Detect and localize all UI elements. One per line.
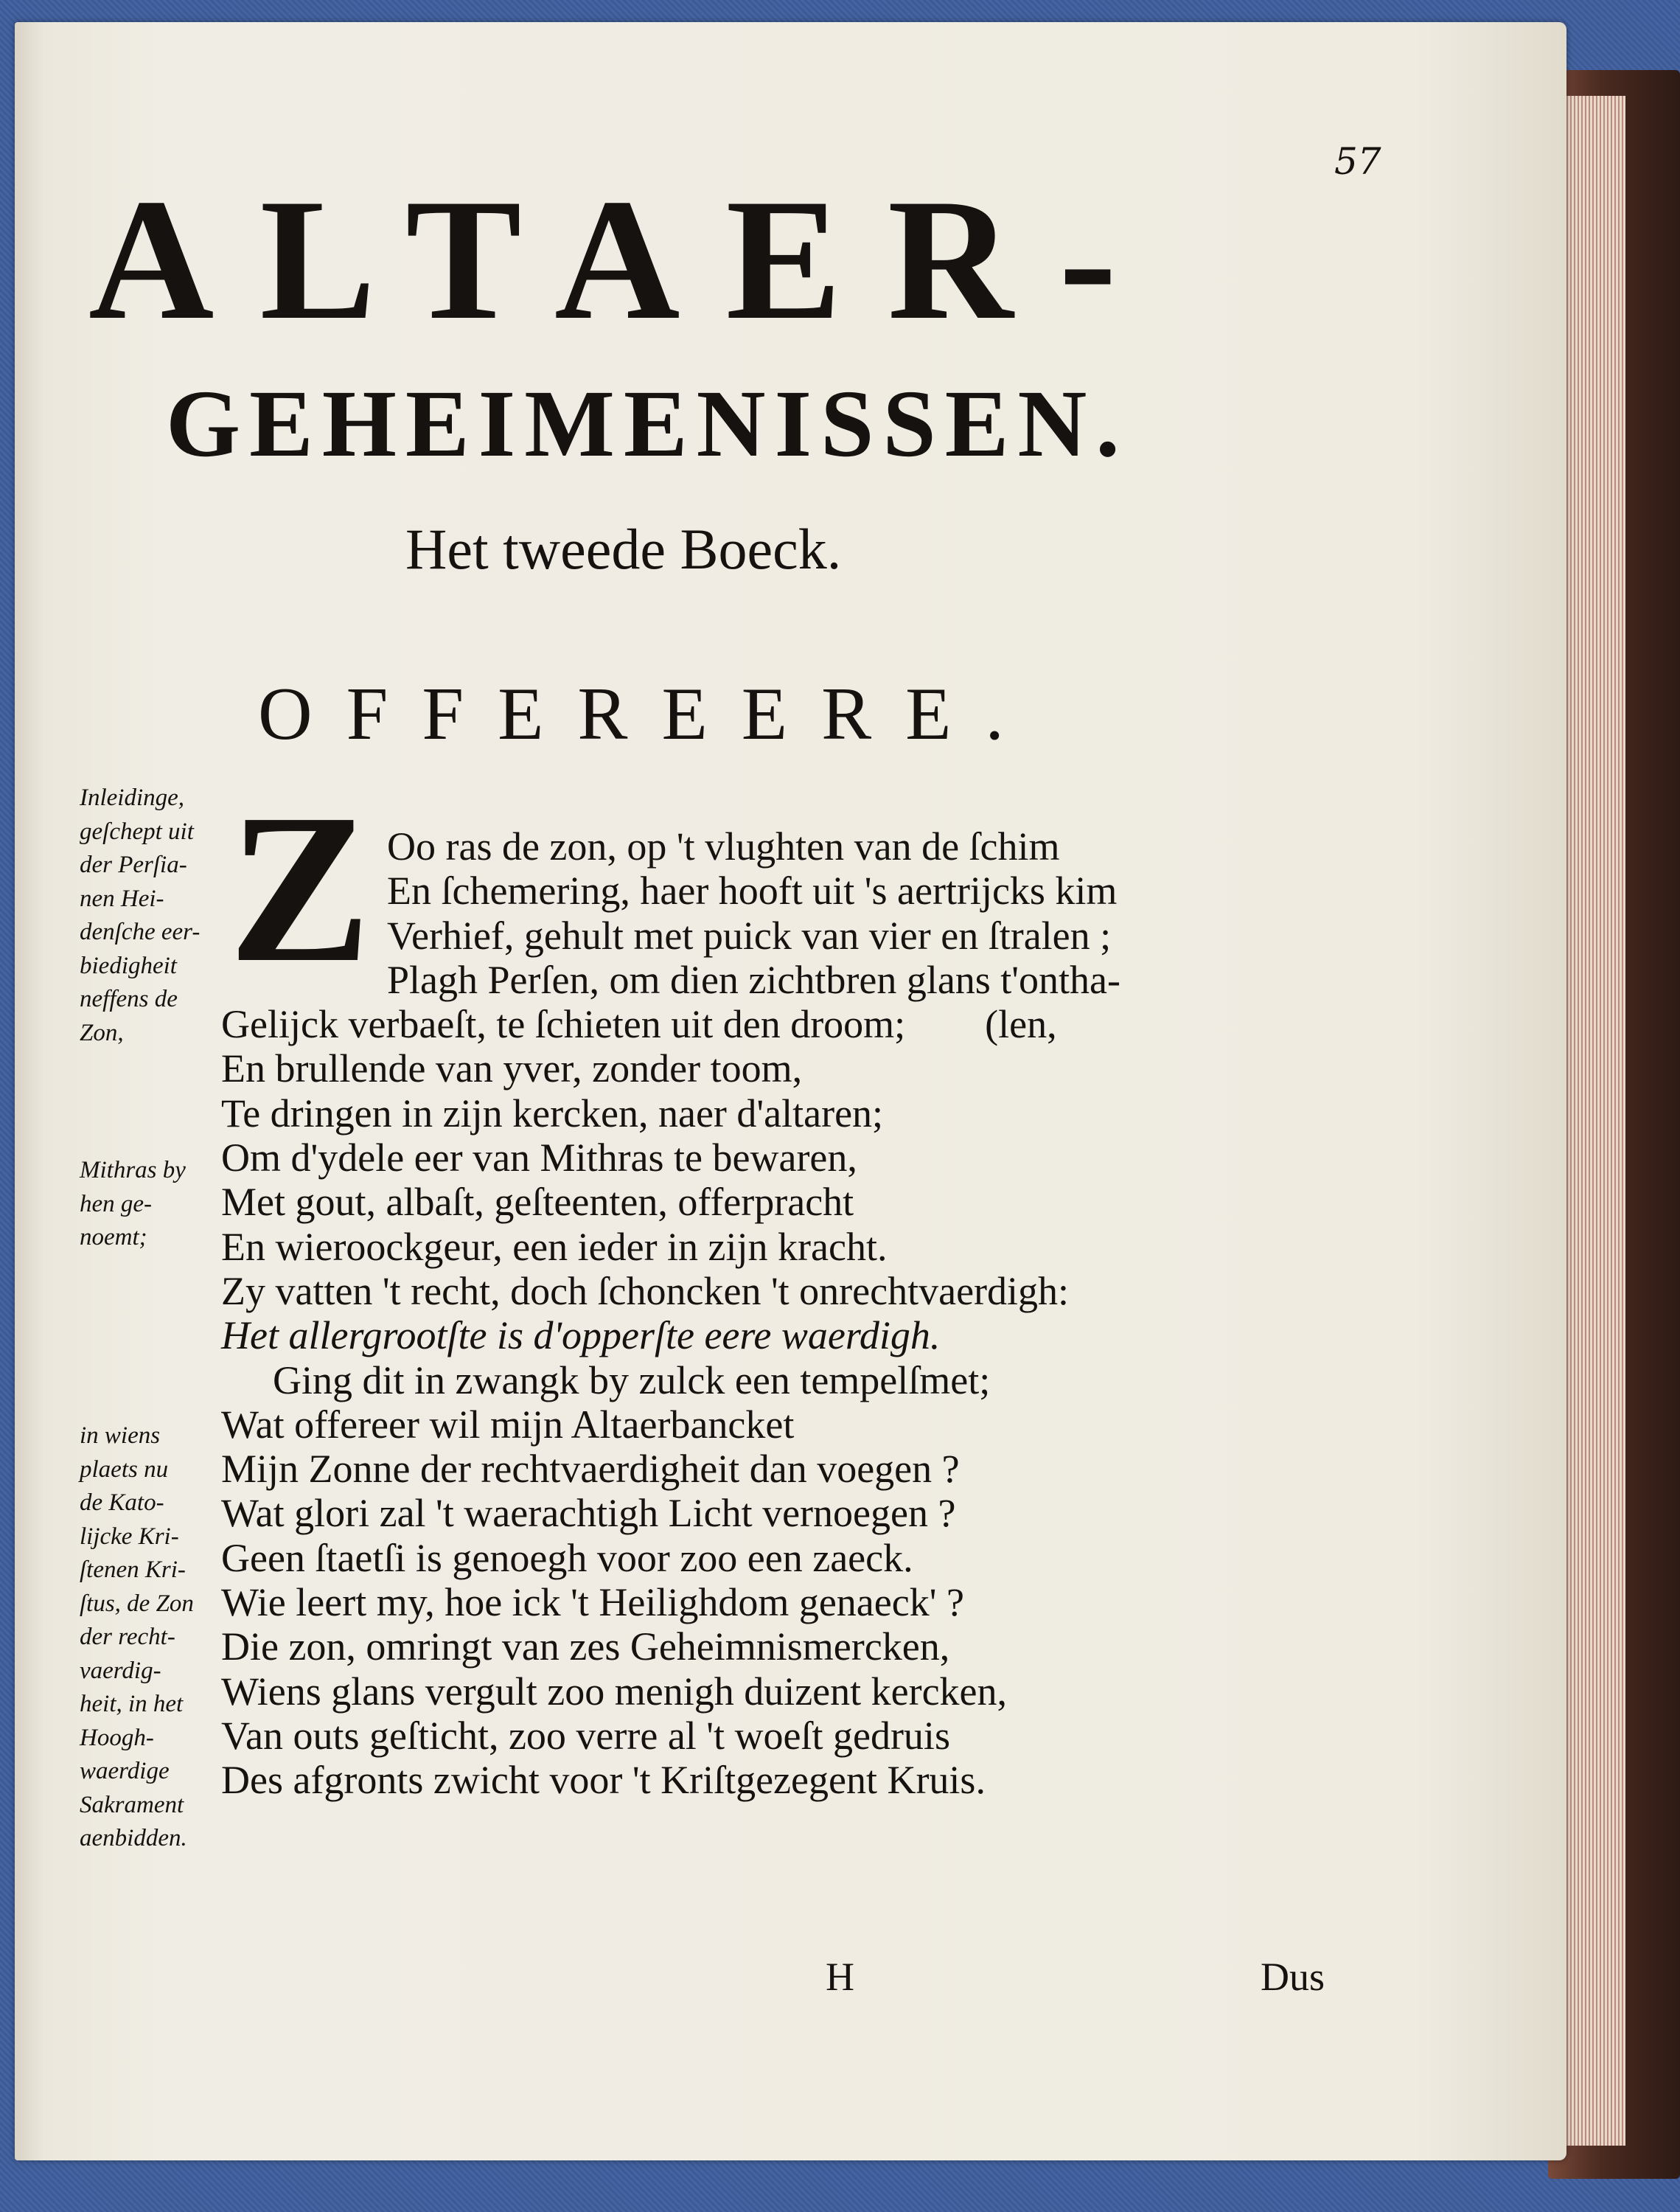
note-line: Sakrament — [80, 1791, 184, 1818]
verse-line: Die zon, omringt van zes Geheimnismercken, — [221, 1624, 950, 1669]
note-line: der recht- — [80, 1624, 175, 1650]
note-line: Hoogh- — [80, 1724, 154, 1751]
verse-line: Wat offereer wil mijn Altaerbancket — [221, 1402, 795, 1447]
note-line: denſche eer- — [80, 919, 201, 945]
note-line: Mithras by — [80, 1157, 186, 1183]
note-line: Inleidinge, — [80, 785, 185, 811]
marginal-note-sacrament — [80, 1419, 216, 1856]
verse-line: Zy vatten 't recht, doch ſchoncken 't onrechtvaerdigh: — [221, 1268, 1070, 1313]
note-line: Zon, — [80, 1019, 124, 1046]
title-line-1: ALTAER- — [88, 164, 1163, 356]
verse-line: Te dringen in zijn kercken, naer d'altaren; — [221, 1091, 884, 1135]
subtitle: Het tweede Boeck. — [405, 517, 842, 581]
verse-line: Mijn Zonne der rechtvaerdigheit dan voegen ? — [221, 1447, 960, 1492]
section-heading: OFFEREERE. — [258, 672, 1038, 756]
page-edges — [1563, 96, 1625, 2146]
note-line: noemt; — [80, 1224, 147, 1251]
note-line: neffens de — [80, 986, 178, 1012]
note-line: plaets nu — [80, 1455, 169, 1483]
note-line: hen ge- — [80, 1190, 153, 1217]
marginal-note-mithras — [80, 1154, 216, 1255]
note-line: waerdige — [80, 1758, 170, 1784]
note-line: geſchept uit — [80, 818, 194, 845]
verse-line: Wiens glans vergult zoo menigh duizent kercken, — [221, 1669, 1008, 1714]
note-line: heit, in het — [80, 1691, 184, 1717]
marginal-note-introduction — [80, 782, 216, 1050]
verse-line: Met gout, albaſt, geſteenten, offerpracht — [221, 1180, 854, 1225]
note-line: de Kato- — [80, 1489, 164, 1516]
signature-mark: H — [826, 1955, 854, 1999]
verse-line: Verhief, gehult met puick van vier en ſtralen ; — [387, 913, 1112, 958]
verse-line: Wat glori zal 't waerachtigh Licht vernoegen ? — [221, 1491, 956, 1536]
verse-line: Des afgronts zwicht voor 't Kriſtgezegent Kruis. — [221, 1758, 986, 1803]
verse-line: En brullende van yver, zonder toom, — [221, 1046, 803, 1091]
drop-cap: Z — [229, 770, 372, 1006]
note-line: aenbidden. — [80, 1825, 187, 1851]
note-line: nen Hei- — [80, 885, 164, 912]
verse-line: Om d'ydele eer van Mithras te bewaren, — [221, 1135, 857, 1180]
verse-line: En ſchemering, haer hooft uit 's aertrijcks kim — [387, 869, 1118, 914]
verse-line: Wie leert my, hoe ick 't Heilighdom genaeck' ? — [221, 1580, 964, 1625]
verse-line: Gelijck verbaeſt, te ſchieten uit den droom; (len, — [221, 1002, 1057, 1047]
verse-line: Van outs geſticht, zoo verre al 't woeſt gedruis — [221, 1713, 950, 1758]
note-line: vaerdig- — [80, 1657, 161, 1684]
book-page — [15, 22, 1566, 2160]
verse-line: Oo ras de zon, op 't vlughten van de ſchim — [387, 824, 1060, 869]
page-number: 57 — [1334, 140, 1381, 183]
catchword: Dus — [1261, 1955, 1325, 1999]
verse-line: En wieroockgeur, een ieder in zijn kracht. — [221, 1224, 888, 1269]
verse-body — [221, 824, 1120, 1803]
note-line: in wiens — [80, 1422, 161, 1449]
note-line: der Perſia- — [80, 852, 187, 878]
note-line: ſtenen Kri- — [80, 1557, 186, 1583]
title-line-2: GEHEIMENISSEN. — [166, 371, 1129, 477]
note-line: lijcke Kri- — [80, 1523, 179, 1550]
verse-line: Plagh Perſen, om dien zichtbren glans t'ontha- — [387, 957, 1120, 1002]
note-line: ſtus, de Zon — [80, 1590, 194, 1617]
verse-line: Geen ſtaetſi is genoegh voor zoo een zaeck. — [221, 1535, 913, 1580]
verse-line: Ging dit in zwangk by zulck een tempelſmet; — [273, 1357, 991, 1402]
verse-line: Het allergrootſte is d'opperſte eere waerdigh. — [221, 1313, 941, 1358]
note-line: biedigheit — [80, 952, 177, 979]
